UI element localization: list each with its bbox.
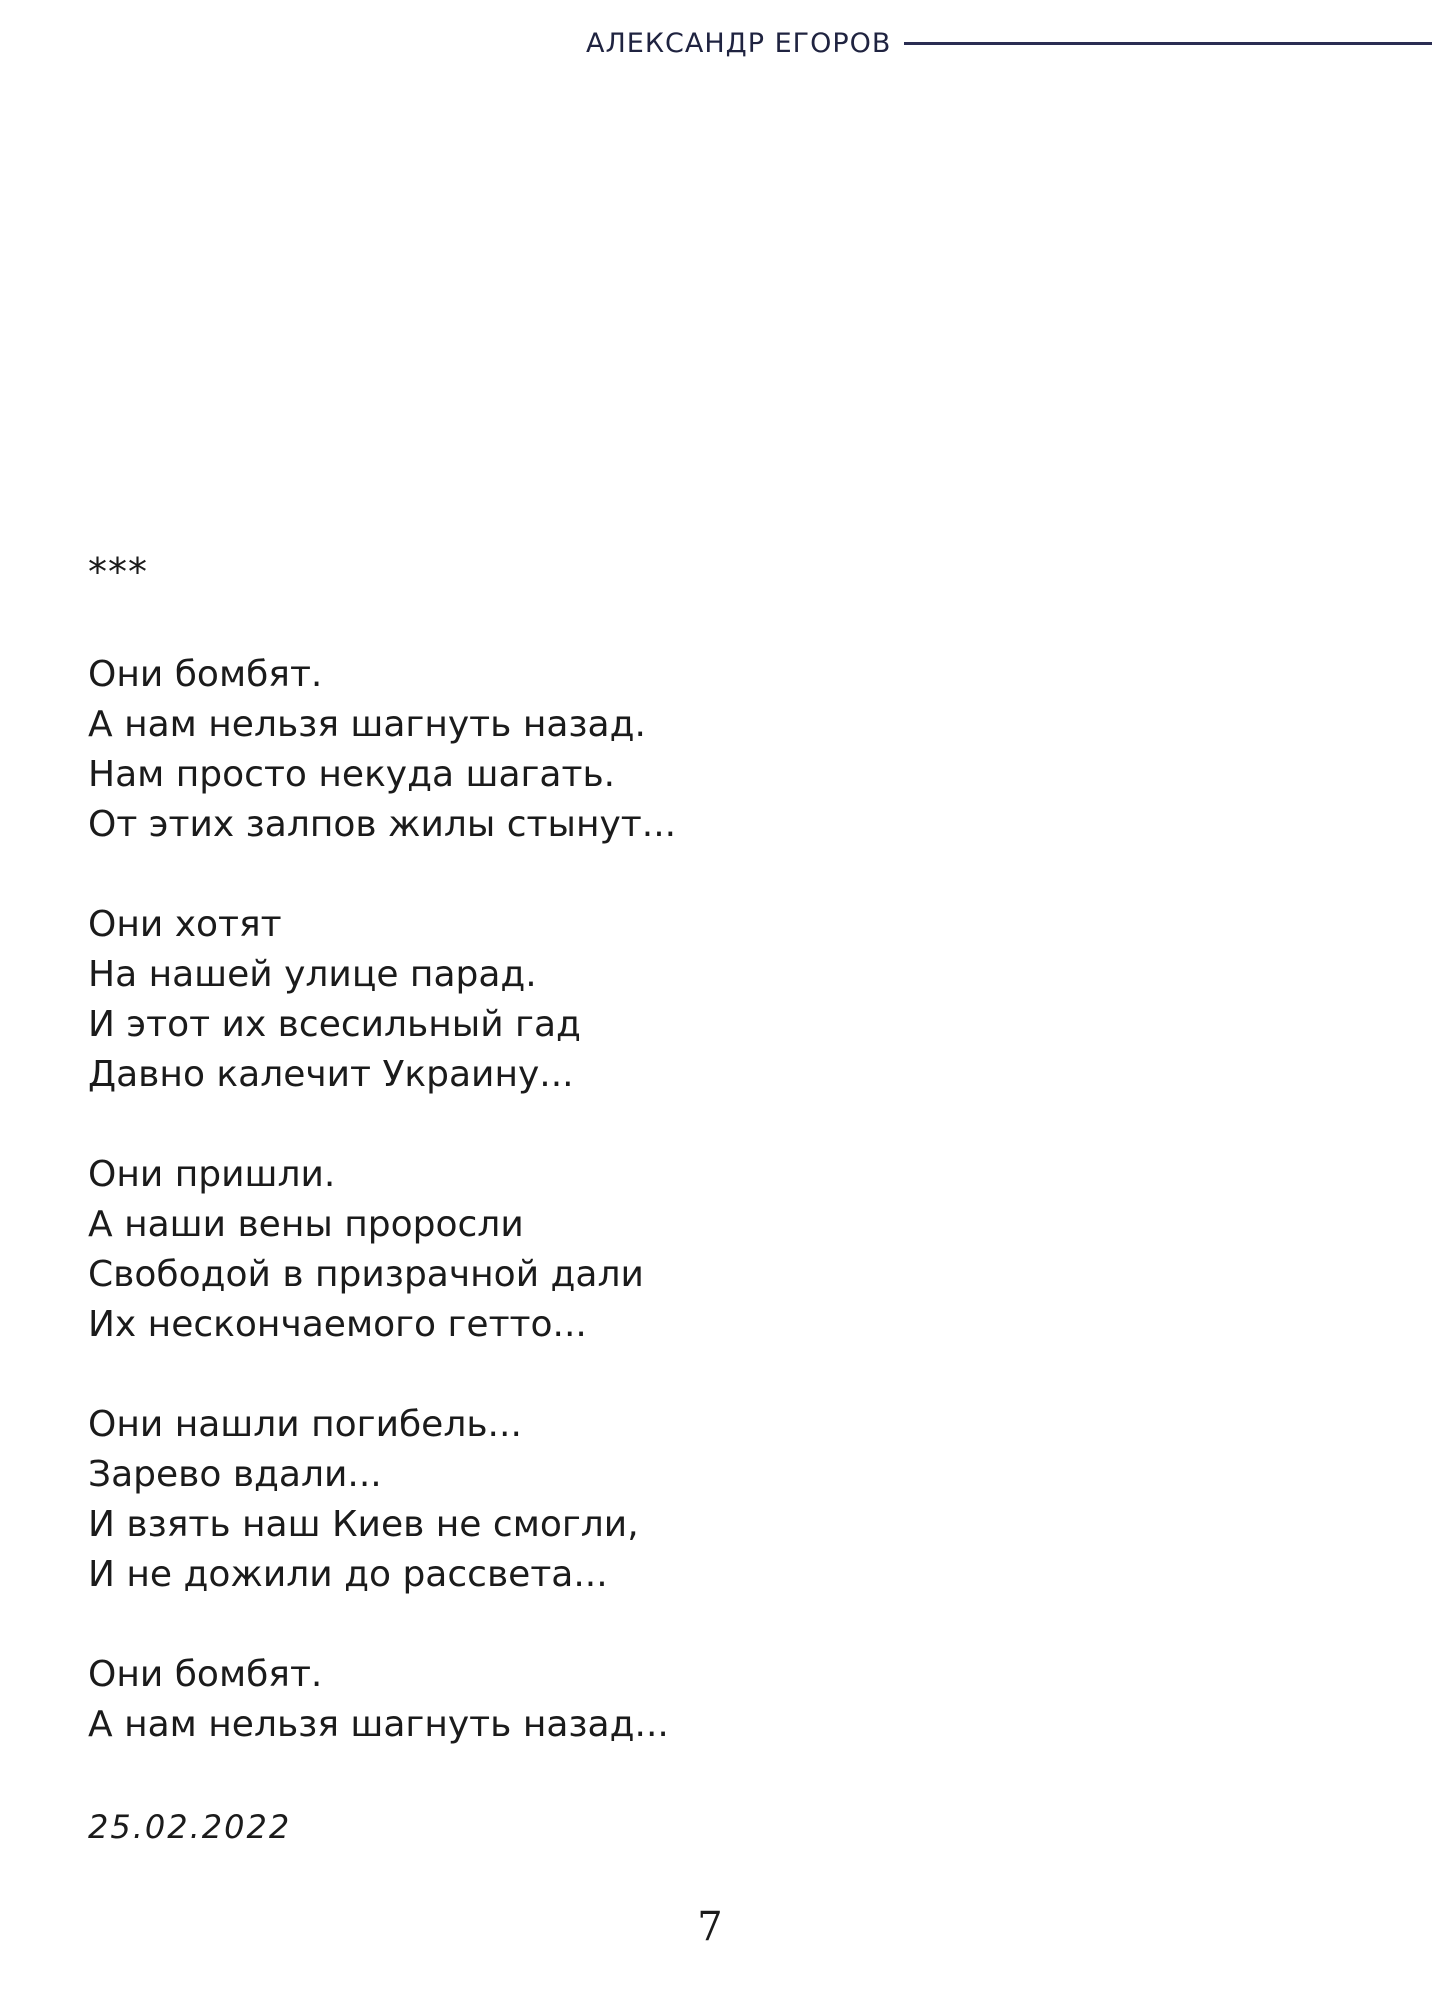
poem-line: Свободой в призрачной дали [88, 1254, 644, 1295]
stanza-4 [88, 1400, 1288, 1600]
poem-line: А нам нельзя шагнуть назад... [88, 1704, 669, 1745]
page-number: 7 [697, 1904, 723, 1950]
poem-line: Они хотят [88, 904, 282, 945]
poem-line: Нам просто некуда шагать. [88, 754, 616, 795]
header-rule [904, 42, 1432, 45]
poem-line: А наши вены проросли [88, 1204, 524, 1245]
poem-date: 25.02.2022 [88, 1808, 292, 1846]
stanza-3 [88, 1150, 1288, 1350]
poem-line: И взять наш Киев не смогли, [88, 1504, 639, 1545]
poem-line: Зарево вдали... [88, 1454, 382, 1495]
poem-separator: *** [88, 550, 148, 594]
poem-line: На нашей улице парад. [88, 954, 537, 995]
poem-line: Они пришли. [88, 1154, 336, 1195]
poem-line: Давно калечит Украину... [88, 1054, 574, 1095]
poem-line: И не дожили до рассвета... [88, 1554, 608, 1595]
poem-line: И этот их всесильный гад [88, 1004, 581, 1045]
poem-line: А нам нельзя шагнуть назад. [88, 704, 646, 745]
stanza-1 [88, 650, 1288, 850]
poem-line: Они бомбят. [88, 1654, 323, 1695]
stanza-5 [88, 1650, 1288, 1750]
poem-line: Они нашли погибель... [88, 1404, 522, 1445]
poem-line: От этих залпов жилы стынут... [88, 804, 677, 845]
stanza-2 [88, 900, 1288, 1100]
poem-body [88, 650, 1288, 1800]
poem-line: Они бомбят. [88, 654, 323, 695]
running-header-author: АЛЕКСАНДР ЕГОРОВ [586, 28, 892, 59]
poem-line: Их нескончаемого гетто... [88, 1304, 587, 1345]
